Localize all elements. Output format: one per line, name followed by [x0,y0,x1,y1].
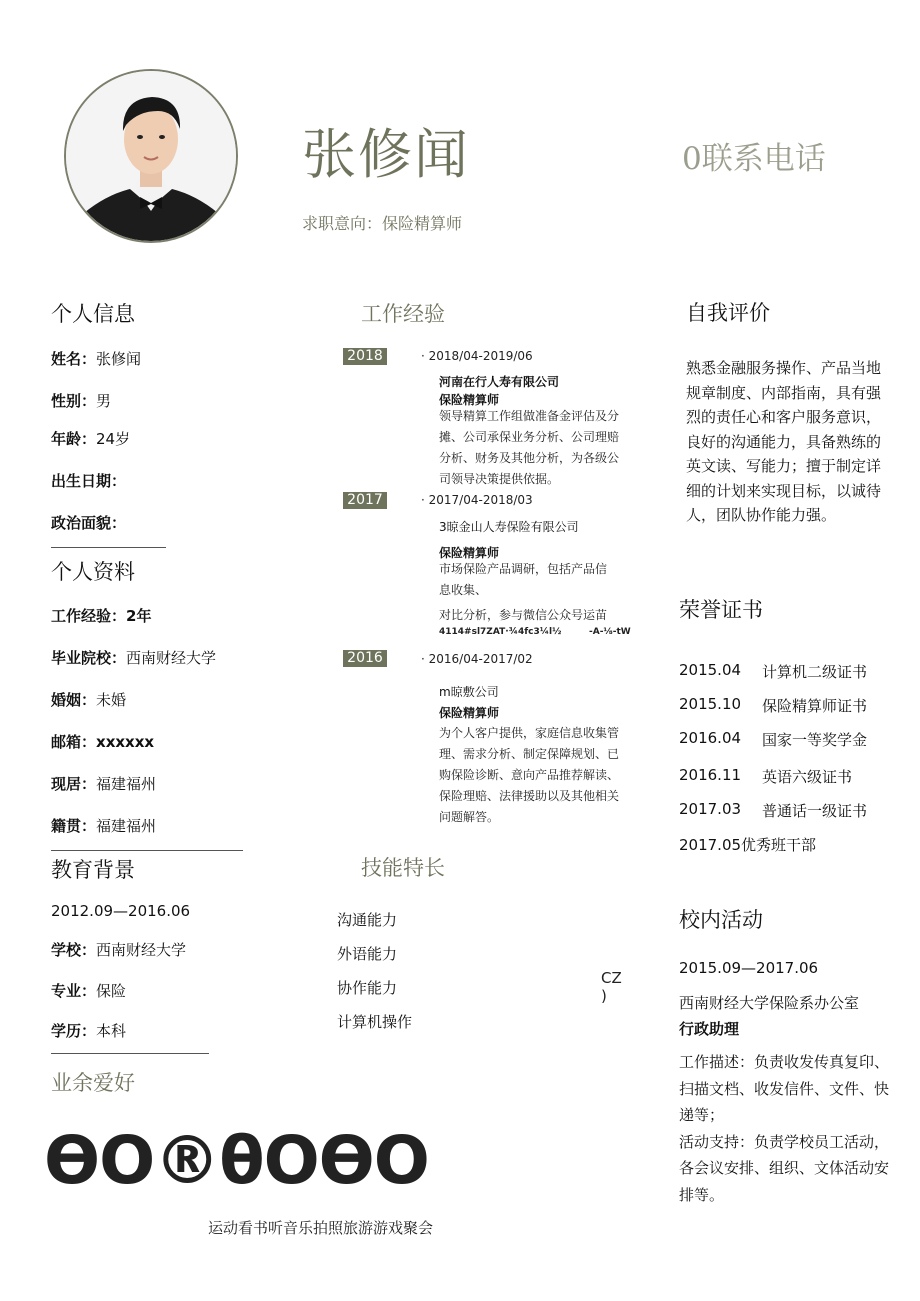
skill-item: 协作能力 [337,979,398,997]
work-company: 3晾金山人寿保险有限公司 [439,520,579,534]
education-row-school: 学校：西南财经大学 [51,941,187,959]
education-row-degree: 学历：本科 [51,1022,127,1040]
education-title: 教育背景 [51,858,135,882]
profile-photo [64,69,238,243]
candidate-name: 张修闻 [302,123,470,186]
year-tag: 2016 [343,650,387,667]
work-period: · 2018/04-2019/06 [421,349,533,363]
honors-title: 荣誉证书 [679,598,763,622]
info-row-birthdate: 出生日期： [51,472,127,490]
hobbies-caption: 运动看书听音乐拍照旅游游戏聚会 [208,1219,434,1237]
work-description: 市场保险产品调研，包括产品信 息收集、 [439,562,608,597]
games-icon: ϴ [318,1122,375,1199]
sports-icon: ϴ [44,1122,101,1199]
personal-info-title: 个人信息 [51,302,135,326]
campus-description: 工作描述：负责收发传真复印、 扫描文档、收发信件、文件、快 递等； 活动支持：负责学校员工活动， 各会议安排、组织、文体活动安 排等。 [679,1053,890,1204]
party-icon: O [373,1122,430,1199]
hobby-icons [44,1122,430,1199]
honor-date: 2015.10 [679,695,742,713]
honor-name: 国家一等奖学金 [762,731,868,749]
work-description: 为个人客户提供，家庭信息收集管 理、需求分析、制定保障规划、已 购保险诊断、意向产品推荐解读、 保险理赔、法律援助以及其他相关 问题解答。 [439,726,620,824]
portrait-image [66,71,236,241]
reading-icon: O [99,1122,156,1199]
year-tag: 2017 [343,492,387,509]
work-company: 河南在行人寿有限公司 [439,375,560,389]
profile-row-marital: 婚姻：未婚 [51,691,127,709]
honor-date: 2017.03 [679,800,742,818]
profile-row-residence: 现居：福建福州 [51,775,157,793]
profile-row-hometown: 籍贯：福建福州 [51,817,157,835]
info-row-name: 姓名：张修闻 [51,350,142,368]
honor-item: 2017.05优秀班干部 [679,836,817,854]
photography-icon: θ [219,1122,265,1199]
divider [51,547,166,548]
work-description: 领导精算工作组做准备金评估及分 摊、公司承保业务分析、公司理赔 分析、财务及其他分析，为各级公 司领导决策提供依据。 [439,409,620,486]
travel-icon: O [263,1122,320,1199]
divider [51,1053,209,1054]
profile-row-school: 毕业院校：西南财经大学 [51,649,217,667]
self-eval-title: 自我评价 [686,301,770,325]
skill-item: 外语能力 [337,945,398,963]
campus-title: 校内活动 [679,908,763,932]
campus-period: 2015.09—2017.06 [679,959,819,977]
personal-profile-title: 个人资料 [51,560,135,584]
honor-name: 英语六级证书 [762,768,853,786]
education-row-major: 专业：保险 [51,982,127,1000]
work-company: m晾敷公司 [439,685,499,699]
education-period: 2012.09—2016.06 [51,902,191,920]
work-description-cont: 对比分析，参与微信公众号运苗 [439,608,608,622]
work-title: 工作经验 [361,302,445,326]
honor-name: 计算机二级证书 [762,663,868,681]
honor-name: 保险精算师证书 [762,697,868,715]
campus-org: 西南财经大学保险系办公室 [679,994,860,1012]
work-period: · 2017/04-2018/03 [421,493,533,507]
honor-name: 普通话一级证书 [762,802,868,820]
work-period: · 2016/04-2017/02 [421,652,533,666]
skills-title: 技能特长 [361,856,445,880]
campus-role: 行政助理 [679,1020,740,1038]
self-eval-text: 熟悉金融服务操作、产品当地 规章制度、内部指南，具有强 烈的责任心和客户服务意识， 良好的沟通能力，具备熟练的 英文读、写能力；擅于制定详 细的计划来实现目标，以诚待 人，团队协作能力强。 [686,359,882,524]
year-tag: 2018 [343,348,387,365]
job-intent: 求职意向：保险精算师 [302,214,463,233]
music-icon: ® [154,1122,221,1199]
profile-row-experience: 工作经验：2年 [51,607,152,625]
contact-phone: 0联系电话 [682,141,826,177]
honor-date: 2016.11 [679,766,742,784]
profile-row-email: 邮箱：xxxxxx [51,733,155,751]
skill-item: 计算机操作 [337,1013,413,1031]
skill-item: 沟通能力 [337,911,398,929]
divider [51,850,243,851]
skills-note: CZ ) [601,969,622,1005]
garbled-text: -A-⅛-tW [589,627,631,637]
info-row-gender: 性别：男 [51,392,112,410]
info-row-age: 年龄：24岁 [51,430,131,448]
work-position: 保险精算师 [439,546,500,560]
garbled-text: 4114#sl7ZAT·¾4fc3¼l½ [439,627,562,637]
hobbies-title: 业余爱好 [51,1071,135,1095]
honor-date: 2016.04 [679,729,742,747]
work-position: 保险精算师 [439,706,500,720]
info-row-political: 政治面貌： [51,514,127,532]
honor-date: 2015.04 [679,661,742,679]
work-position: 保险精算师 [439,393,500,407]
